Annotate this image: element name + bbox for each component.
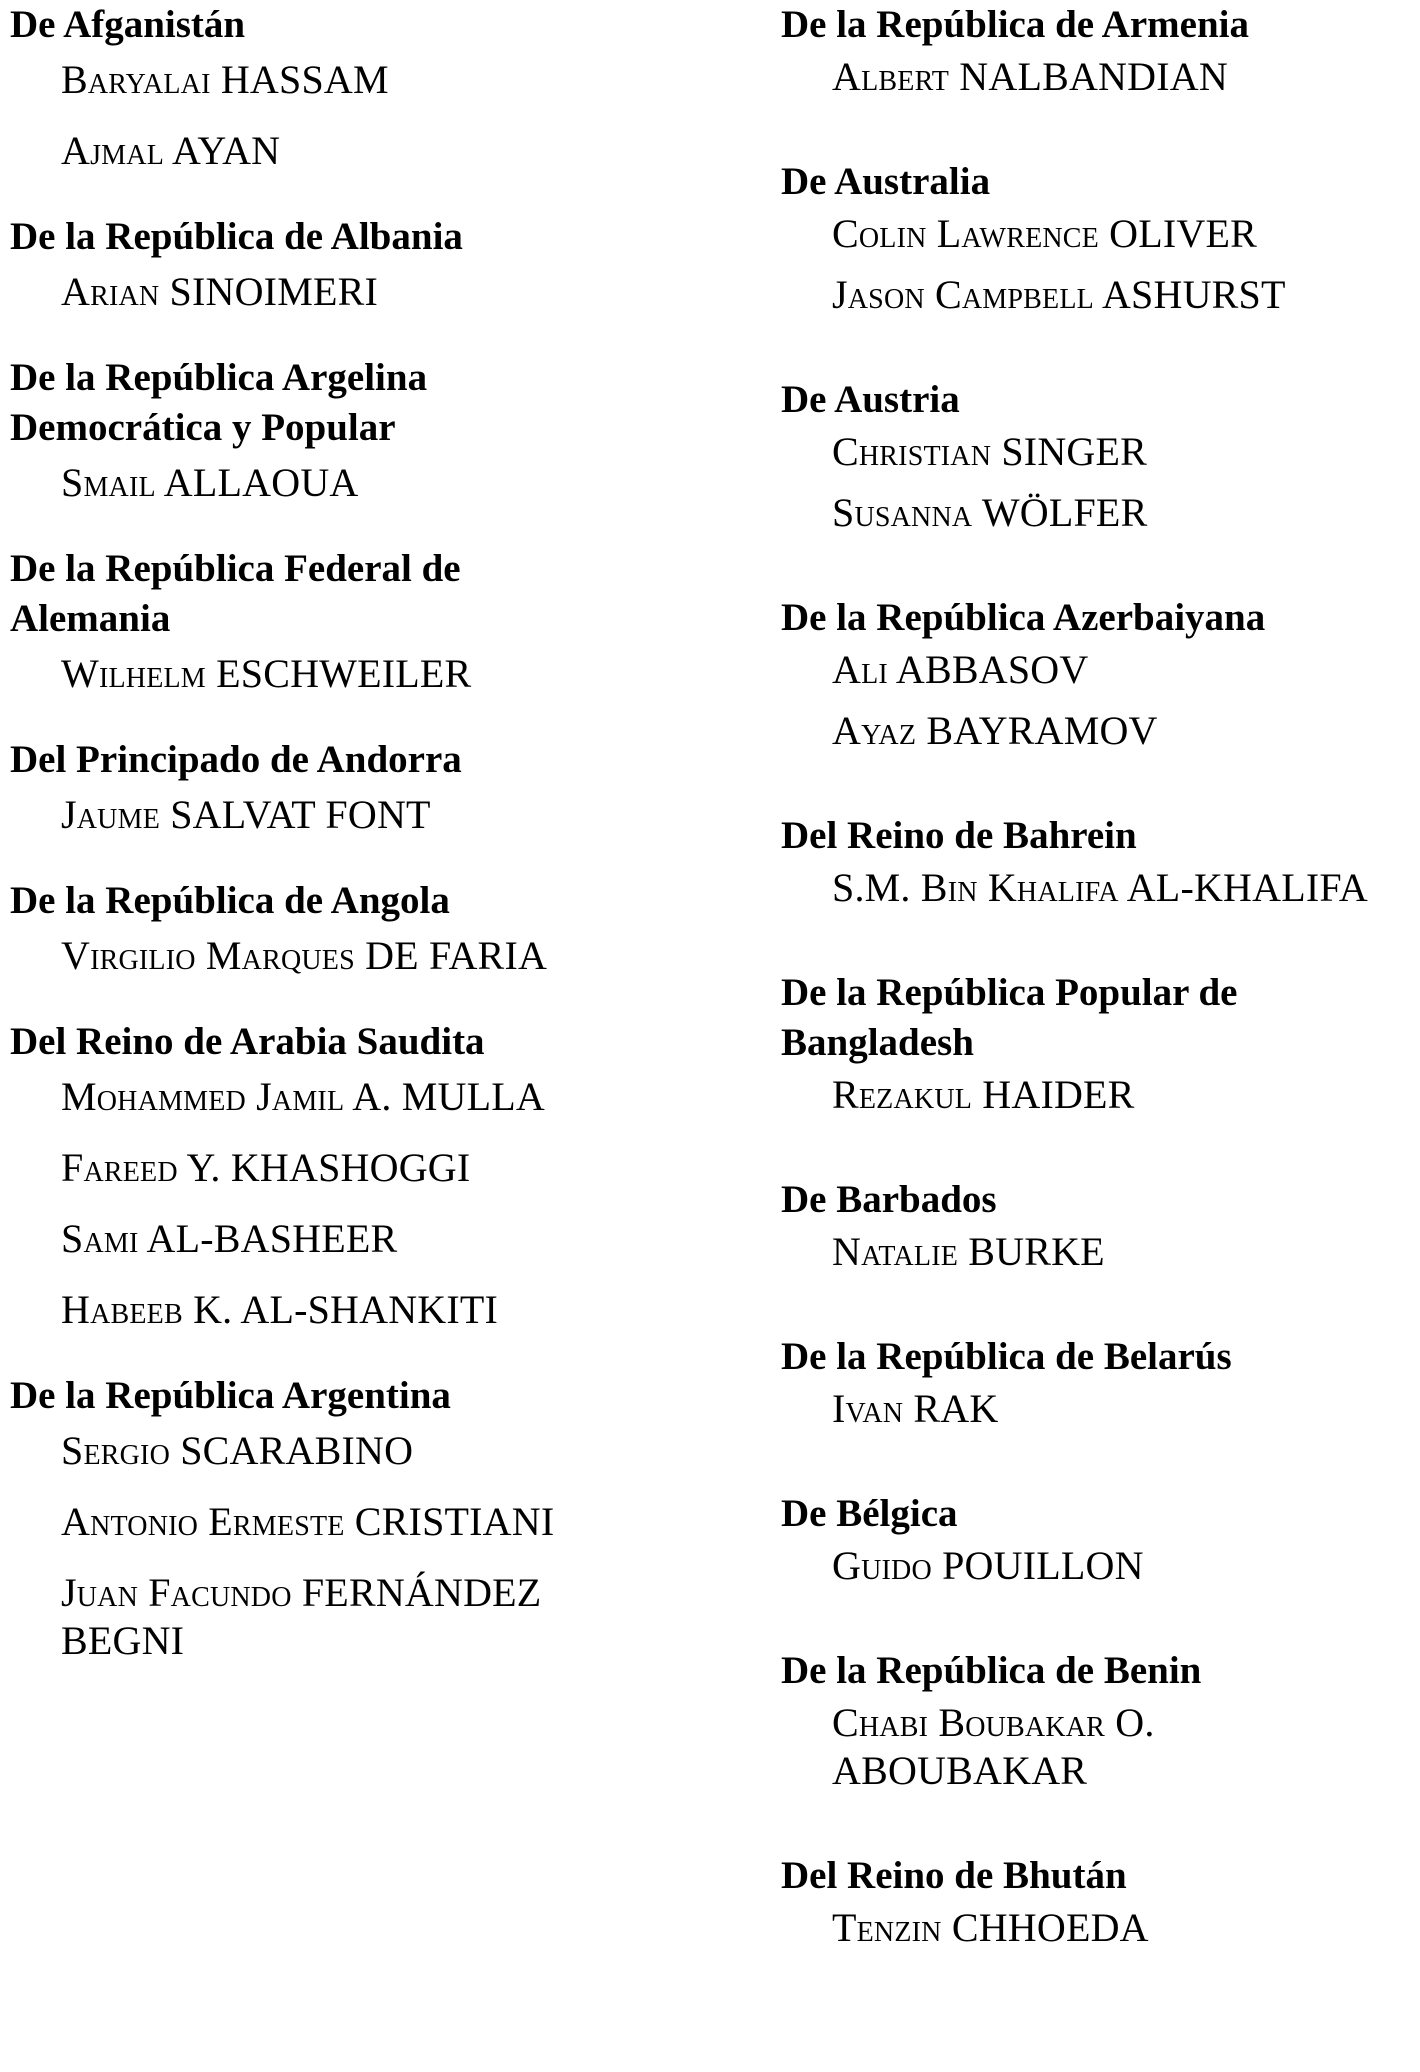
country-group-afganistan <box>10 0 750 175</box>
delegate-name: Habeeb K. AL-SHANKITI <box>61 1287 499 1332</box>
country-group-angola <box>10 876 750 980</box>
country-group-argelia <box>10 353 750 507</box>
country-group-albania <box>10 212 750 316</box>
country-group-armenia <box>781 0 1420 101</box>
country-group-belarus <box>781 1332 1420 1433</box>
delegate-name: Juan Facundo FERNÁNDEZ BEGNI <box>61 1570 542 1663</box>
country-group-azerbaiyana <box>781 593 1420 755</box>
country-group-andorra <box>10 735 750 839</box>
delegate-name: Ivan RAK <box>832 1386 999 1431</box>
country-heading: De la República Azerbaiyana <box>781 596 1266 639</box>
delegate-name: Fareed Y. KHASHOGGI <box>61 1145 471 1190</box>
delegate-name: Tenzin CHHOEDA <box>832 1905 1149 1950</box>
delegate-name: Virgilio Marques DE FARIA <box>61 933 548 978</box>
country-heading: De la República de Benin <box>781 1649 1202 1692</box>
delegate-name: Guido POUILLON <box>832 1543 1144 1588</box>
country-heading: De la República de Armenia <box>781 3 1249 46</box>
delegate-name: Mohammed Jamil A. MULLA <box>61 1074 545 1119</box>
delegate-name: Ayaz BAYRAMOV <box>832 708 1158 753</box>
country-group-alemania <box>10 544 750 698</box>
delegate-name: Jaume SALVAT FONT <box>61 792 431 837</box>
delegate-name: Ajmal AYAN <box>61 128 281 173</box>
country-heading: Del Reino de Bahrein <box>781 814 1137 857</box>
country-heading: De Afganistán <box>10 3 246 46</box>
delegate-name: Wilhelm ESCHWEILER <box>61 651 472 696</box>
country-heading: De la República de Albania <box>10 215 463 258</box>
country-group-bahrein <box>781 811 1420 912</box>
country-heading: De la República de Angola <box>10 879 450 922</box>
delegate-name: Christian SINGER <box>832 429 1148 474</box>
country-group-australia <box>781 157 1420 319</box>
delegate-name: Albert NALBANDIAN <box>832 54 1228 99</box>
country-group-benin <box>781 1646 1420 1795</box>
left-column <box>10 0 750 1702</box>
country-group-austria <box>781 375 1420 537</box>
country-heading: De la República Argentina <box>10 1374 451 1417</box>
country-heading: De la República Federal de Alemania <box>10 547 461 640</box>
delegate-name: Ali ABBASOV <box>832 647 1089 692</box>
country-group-belgica <box>781 1489 1420 1590</box>
delegate-name: Colin Lawrence OLIVER <box>832 211 1258 256</box>
country-heading: De Australia <box>781 160 991 203</box>
delegate-name: Natalie BURKE <box>832 1229 1105 1274</box>
country-heading: De la República de Belarús <box>781 1335 1232 1378</box>
delegate-name: Sergio SCARABINO <box>61 1428 414 1473</box>
delegate-name: S.M. Bin Khalifa AL-KHALIFA <box>832 865 1368 910</box>
country-group-bhutan <box>781 1851 1420 1952</box>
country-heading: De la República Popular de Bangladesh <box>781 971 1238 1064</box>
country-group-arabia-saudita <box>10 1017 750 1334</box>
country-heading: De la República Argelina Democrática y Popular <box>10 356 428 449</box>
country-group-bangladesh <box>781 968 1420 1119</box>
country-heading: Del Reino de Arabia Saudita <box>10 1020 485 1063</box>
delegate-name: Sami AL-BASHEER <box>61 1216 398 1261</box>
country-heading: Del Principado de Andorra <box>10 738 462 781</box>
country-heading: De Austria <box>781 378 960 421</box>
delegate-name: Chabi Boubakar O. ABOUBAKAR <box>832 1700 1155 1793</box>
country-heading: De Bélgica <box>781 1492 958 1535</box>
delegate-name: Arian SINOIMERI <box>61 269 378 314</box>
country-heading: De Barbados <box>781 1178 997 1221</box>
delegate-name: Susanna WÖLFER <box>832 490 1148 535</box>
delegate-name: Jason Campbell ASHURST <box>832 272 1286 317</box>
country-heading: Del Reino de Bhután <box>781 1854 1127 1897</box>
delegate-name: Rezakul HAIDER <box>832 1072 1135 1117</box>
delegate-name: Smail ALLAOUA <box>61 460 359 505</box>
delegate-name: Antonio Ermeste CRISTIANI <box>61 1499 555 1544</box>
country-group-barbados <box>781 1175 1420 1276</box>
delegate-name: Baryalai HASSAM <box>61 57 389 102</box>
right-column <box>781 0 1420 2008</box>
country-group-argentina <box>10 1371 750 1665</box>
